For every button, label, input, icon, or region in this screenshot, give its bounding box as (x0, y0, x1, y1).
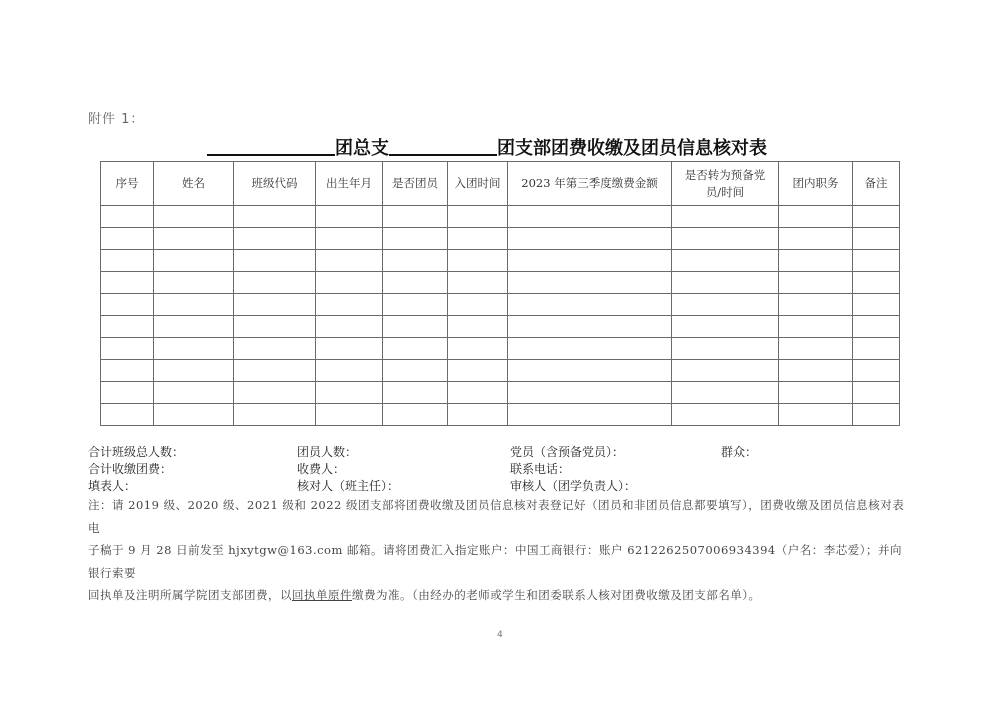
table-cell[interactable] (672, 250, 779, 272)
table-cell[interactable] (853, 250, 900, 272)
table-cell[interactable] (779, 360, 853, 382)
table-cell[interactable] (154, 206, 234, 228)
table-row (101, 250, 900, 272)
table-cell[interactable] (101, 338, 154, 360)
table-cell[interactable] (779, 404, 853, 426)
table-cell[interactable] (154, 382, 234, 404)
table-cell[interactable] (234, 404, 316, 426)
column-header-party-probation-line1: 是否转为预备党 (684, 167, 766, 182)
note-line-2: 子稿于 9 月 28 日前发至 hjxytgw@163.com 邮箱。请将团费汇入指定账户：中国工商银行：账户 6212262507006934394（户名：李芯爱）；并向银行索要 (88, 543, 902, 580)
table-cell[interactable] (448, 360, 508, 382)
table-cell[interactable] (154, 250, 234, 272)
column-header-party-probation (672, 162, 779, 206)
table-cell[interactable] (672, 338, 779, 360)
table-cell[interactable] (234, 228, 316, 250)
table-cell[interactable] (853, 272, 900, 294)
table-cell[interactable] (779, 316, 853, 338)
table-row (101, 382, 900, 404)
table-cell[interactable] (508, 382, 672, 404)
instructions-note (88, 494, 908, 607)
column-header-birth-month: 出生年月 (316, 162, 383, 206)
table-cell[interactable] (779, 250, 853, 272)
column-header-class-code: 班级代码 (234, 162, 316, 206)
title-blank-general-branch (207, 154, 335, 156)
table-cell[interactable] (234, 250, 316, 272)
table-cell[interactable] (853, 206, 900, 228)
fee-and-member-table (100, 161, 900, 426)
total-class-members-label: 合计班级总人数： (88, 445, 185, 459)
table-cell[interactable] (508, 360, 672, 382)
table-cell[interactable] (853, 382, 900, 404)
table-cell[interactable] (672, 294, 779, 316)
table-cell[interactable] (383, 250, 448, 272)
table-cell[interactable] (672, 360, 779, 382)
note-line-1: 注：请 2019 级、2020 级、2021 级和 2022 级团支部将团费收缴及团员信息核对表登记好（团员和非团员信息都要填写），团费收缴及团员信息核对表电 (88, 498, 905, 535)
title-part-form-name: 团支部团费收缴及团员信息核对表 (497, 138, 767, 159)
table-cell[interactable] (383, 404, 448, 426)
column-header-q3-fee: 2023 年第三季度缴费金额 (508, 162, 672, 206)
table-cell[interactable] (779, 228, 853, 250)
table-cell[interactable] (234, 206, 316, 228)
table-cell[interactable] (101, 382, 154, 404)
table-cell[interactable] (101, 360, 154, 382)
table-cell[interactable] (779, 294, 853, 316)
table-cell[interactable] (853, 228, 900, 250)
table-cell[interactable] (779, 272, 853, 294)
table-header-row (101, 162, 900, 206)
table-cell[interactable] (672, 382, 779, 404)
column-header-is-member: 是否团员 (383, 162, 448, 206)
table-cell[interactable] (383, 338, 448, 360)
table-row (101, 404, 900, 426)
table-cell[interactable] (448, 294, 508, 316)
total-fees-label: 合计收缴团费： (88, 462, 173, 476)
checker-label: 核对人（班主任）： (297, 479, 400, 493)
column-header-league-role: 团内职务 (779, 162, 853, 206)
table-cell[interactable] (448, 228, 508, 250)
note-underlined-receipt: 回执单原件 (292, 588, 352, 602)
table-cell[interactable] (316, 250, 383, 272)
table-cell[interactable] (853, 404, 900, 426)
table-cell[interactable] (448, 316, 508, 338)
table-cell[interactable] (154, 360, 234, 382)
table-cell[interactable] (316, 294, 383, 316)
table-cell[interactable] (101, 294, 154, 316)
note-line-3-start: 回执单及注明所属学院团支部团费，以 (88, 588, 292, 602)
page-number: 4 (497, 630, 503, 640)
title-blank-branch (389, 154, 497, 156)
table-cell[interactable] (672, 272, 779, 294)
table-cell[interactable] (316, 404, 383, 426)
table-cell[interactable] (508, 294, 672, 316)
table-cell[interactable] (779, 338, 853, 360)
table-cell[interactable] (154, 294, 234, 316)
table-row (101, 360, 900, 382)
table-cell[interactable] (383, 294, 448, 316)
table-cell[interactable] (101, 250, 154, 272)
table-cell[interactable] (508, 338, 672, 360)
attachment-label: 附件 1： (88, 112, 145, 127)
table-cell[interactable] (154, 316, 234, 338)
table-cell[interactable] (316, 272, 383, 294)
table-cell[interactable] (448, 404, 508, 426)
table-cell[interactable] (508, 228, 672, 250)
league-members-label: 团员人数： (297, 445, 358, 459)
table-cell[interactable] (448, 272, 508, 294)
table-cell[interactable] (316, 206, 383, 228)
table-cell[interactable] (316, 382, 383, 404)
table-cell[interactable] (448, 338, 508, 360)
table-cell[interactable] (316, 360, 383, 382)
table-row (101, 294, 900, 316)
reviewer-label: 审核人（团学负责人）： (510, 479, 637, 493)
masses-label: 群众： (721, 445, 758, 459)
table-cell[interactable] (316, 316, 383, 338)
page-title (207, 134, 767, 160)
table-cell[interactable] (101, 206, 154, 228)
title-part-general-branch: 团总支 (335, 138, 389, 159)
table-cell[interactable] (508, 316, 672, 338)
table-cell[interactable] (672, 316, 779, 338)
table-cell[interactable] (101, 316, 154, 338)
table-cell[interactable] (316, 228, 383, 250)
table-cell[interactable] (448, 206, 508, 228)
table-row (101, 206, 900, 228)
table-cell[interactable] (101, 404, 154, 426)
table-row (101, 272, 900, 294)
phone-label: 联系电话： (510, 462, 571, 476)
table-cell[interactable] (383, 316, 448, 338)
table-cell[interactable] (853, 338, 900, 360)
table-cell[interactable] (234, 338, 316, 360)
table-cell[interactable] (853, 294, 900, 316)
table-cell[interactable] (101, 272, 154, 294)
table-cell[interactable] (853, 360, 900, 382)
collector-label: 收费人： (297, 462, 346, 476)
table-cell[interactable] (383, 382, 448, 404)
table-cell[interactable] (383, 206, 448, 228)
table-cell[interactable] (448, 250, 508, 272)
note-line-3 (88, 584, 908, 607)
table-cell[interactable] (672, 228, 779, 250)
table-cell[interactable] (508, 206, 672, 228)
filler-label: 填表人： (88, 479, 137, 493)
table-cell[interactable] (234, 316, 316, 338)
table-cell[interactable] (154, 338, 234, 360)
table-cell[interactable] (154, 272, 234, 294)
note-line-3-end: 缴费为准。（由经办的老师或学生和团委联系人核对团费收缴及团支部名单）。 (352, 588, 761, 602)
table-cell[interactable] (779, 206, 853, 228)
table-cell[interactable] (672, 404, 779, 426)
table-cell[interactable] (234, 382, 316, 404)
column-header-party-probation-line2: 员/时间 (705, 184, 745, 199)
table-cell[interactable] (154, 404, 234, 426)
table-cell[interactable] (101, 228, 154, 250)
table-cell[interactable] (383, 272, 448, 294)
table-cell[interactable] (154, 228, 234, 250)
column-header-join-date: 入团时间 (448, 162, 508, 206)
table-cell[interactable] (672, 206, 779, 228)
table-row (101, 228, 900, 250)
table-cell[interactable] (853, 316, 900, 338)
table-row (101, 338, 900, 360)
table-cell[interactable] (779, 382, 853, 404)
table-cell[interactable] (234, 360, 316, 382)
column-header-remarks: 备注 (853, 162, 900, 206)
table-cell[interactable] (316, 338, 383, 360)
table-cell[interactable] (508, 404, 672, 426)
table-cell[interactable] (508, 250, 672, 272)
table-cell[interactable] (448, 382, 508, 404)
column-header-name: 姓名 (154, 162, 234, 206)
table-cell[interactable] (383, 360, 448, 382)
table-row (101, 316, 900, 338)
party-members-label: 党员（含预备党员）： (510, 445, 625, 459)
table-cell[interactable] (383, 228, 448, 250)
table-cell[interactable] (234, 294, 316, 316)
table-cell[interactable] (234, 272, 316, 294)
column-header-index: 序号 (101, 162, 154, 206)
table-cell[interactable] (508, 272, 672, 294)
